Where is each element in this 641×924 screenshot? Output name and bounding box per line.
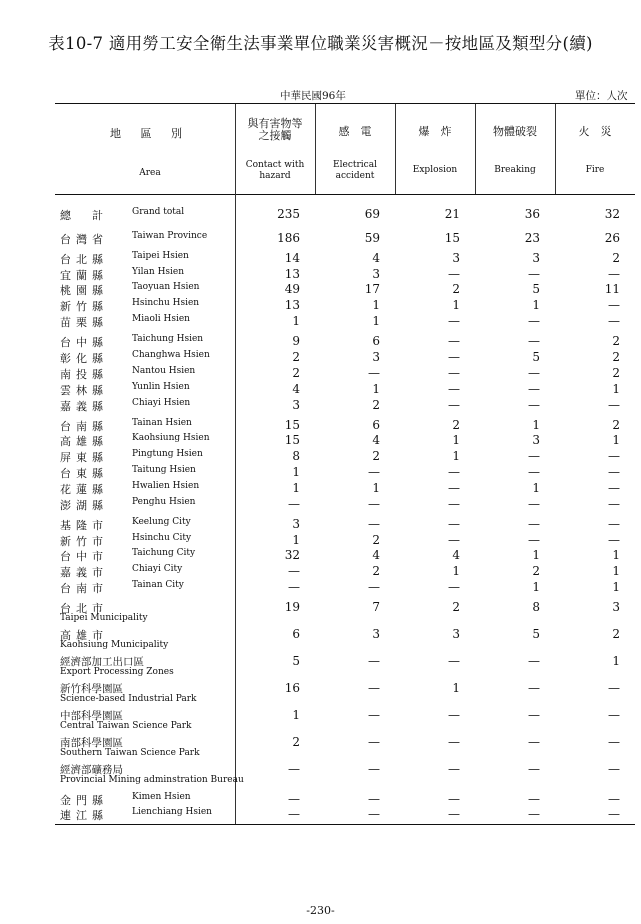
- table-subtitle: 中華民國96年: [280, 90, 346, 102]
- row-label-en: Chiayi City: [132, 564, 183, 574]
- table-row: [55, 481, 635, 497]
- row-label-en: Tainan City: [132, 580, 184, 590]
- cell-value: —: [528, 807, 540, 821]
- cell-value: —: [608, 533, 620, 547]
- page-number: -230-: [306, 904, 335, 917]
- cell-value: —: [528, 708, 540, 722]
- cell-value: —: [368, 807, 380, 821]
- row-label-en: Keelung City: [132, 517, 191, 527]
- cell-value: —: [528, 398, 540, 412]
- cell-value: 1: [372, 382, 380, 396]
- cell-value: —: [448, 654, 460, 668]
- cell-value: —: [448, 580, 460, 594]
- cell-value: —: [528, 465, 540, 479]
- cell-value: 1: [452, 564, 460, 578]
- row-label-zh: 高雄縣: [60, 435, 108, 448]
- row-label-zh: 彰化縣: [60, 352, 108, 365]
- cell-value: 3: [532, 433, 540, 447]
- cell-value: 21: [444, 207, 460, 221]
- row-label-en: Provincial Mining adminstration Bureau: [60, 775, 244, 785]
- row-label-zh: 台南市: [60, 582, 108, 595]
- row-label-zh: 高雄市: [60, 629, 108, 642]
- cell-value: 8: [292, 449, 300, 463]
- table-row: [55, 465, 635, 481]
- cell-value: —: [608, 497, 620, 511]
- cell-value: 2: [452, 282, 460, 296]
- cell-value: 4: [372, 548, 380, 562]
- col-breaking-zh: 物體破裂: [493, 125, 537, 138]
- row-label-en: Kimen Hsien: [132, 792, 191, 802]
- row-label-zh: 台北市: [60, 602, 108, 615]
- cell-value: 4: [372, 251, 380, 265]
- cell-value: —: [608, 298, 620, 312]
- cell-value: 1: [292, 533, 300, 547]
- table-row: [55, 708, 635, 731]
- table-row: [55, 497, 635, 513]
- cell-value: —: [288, 807, 300, 821]
- row-label-en: Southern Taiwan Science Park: [60, 748, 200, 758]
- cell-value: 2: [372, 533, 380, 547]
- table-row: [55, 267, 635, 283]
- cell-value: 5: [532, 627, 540, 641]
- row-label-zh: 經濟部礦務局: [60, 764, 123, 776]
- row-label-en: Pingtung Hsien: [132, 449, 203, 459]
- cell-value: —: [608, 762, 620, 776]
- cell-value: —: [368, 654, 380, 668]
- column-divider: [475, 104, 476, 194]
- row-label-zh: 新竹縣: [60, 300, 108, 313]
- cell-value: 5: [532, 282, 540, 296]
- cell-value: 1: [292, 708, 300, 722]
- row-label-zh: 新竹科學園區: [60, 683, 123, 695]
- page-title: 表10-7 適用勞工安全衛生法事業單位職業災害概況－按地區及類型分(續): [48, 34, 593, 53]
- cell-value: 3: [532, 251, 540, 265]
- cell-value: —: [528, 517, 540, 531]
- row-label-zh: 台中縣: [60, 336, 108, 349]
- cell-value: —: [288, 792, 300, 806]
- cell-value: 3: [452, 627, 460, 641]
- region-header-en: Area: [139, 168, 161, 178]
- cell-value: —: [528, 681, 540, 695]
- cell-value: —: [608, 735, 620, 749]
- cell-value: —: [528, 314, 540, 328]
- row-label-en: Yilan Hsien: [132, 267, 185, 277]
- cell-value: 5: [532, 350, 540, 364]
- cell-value: 1: [452, 433, 460, 447]
- cell-value: 1: [612, 433, 620, 447]
- cell-value: 14: [284, 251, 300, 265]
- cell-value: —: [448, 533, 460, 547]
- col-explosion-en: Explosion: [412, 165, 458, 175]
- cell-value: —: [608, 267, 620, 281]
- cell-value: 1: [372, 298, 380, 312]
- cell-value: 2: [452, 418, 460, 432]
- row-label-en: Taiwan Province: [132, 231, 208, 241]
- row-label-en: Miaoli Hsien: [132, 314, 190, 324]
- cell-value: —: [288, 762, 300, 776]
- row-label-zh: 基隆市: [60, 519, 108, 532]
- cell-value: 3: [452, 251, 460, 265]
- cell-value: 1: [612, 654, 620, 668]
- row-label-en: Changhwa Hsien: [132, 350, 210, 360]
- cell-value: 23: [524, 231, 540, 245]
- row-label-en: Taichung Hsien: [132, 334, 204, 344]
- cell-value: 4: [452, 548, 460, 562]
- col-fire-zh: 火 災: [578, 125, 612, 138]
- col-electrical-en: Electrical accident: [333, 160, 377, 181]
- table-top-rule: [55, 103, 635, 104]
- header-bottom-rule: [55, 194, 635, 195]
- cell-value: —: [448, 267, 460, 281]
- col-electrical-zh: 感 電: [338, 125, 372, 138]
- row-label-en: Taichung City: [132, 548, 196, 558]
- cell-value: —: [608, 792, 620, 806]
- row-label-zh: 雲林縣: [60, 384, 108, 397]
- row-label-en: Taipei Hsien: [132, 251, 189, 261]
- cell-value: —: [368, 792, 380, 806]
- cell-value: 15: [284, 433, 300, 447]
- cell-value: 186: [277, 231, 300, 245]
- row-label-zh: 嘉義市: [60, 566, 108, 579]
- cell-value: —: [608, 708, 620, 722]
- cell-value: 1: [612, 548, 620, 562]
- cell-value: —: [448, 792, 460, 806]
- cell-value: —: [448, 735, 460, 749]
- cell-value: 3: [612, 600, 620, 614]
- cell-value: —: [608, 681, 620, 695]
- table-row: [55, 449, 635, 465]
- row-label-en: Central Taiwan Science Park: [60, 721, 192, 731]
- cell-value: —: [368, 517, 380, 531]
- cell-value: —: [448, 517, 460, 531]
- row-label-en: Taoyuan Hsien: [132, 282, 200, 292]
- cell-value: 11: [604, 282, 620, 296]
- cell-value: 13: [284, 298, 300, 312]
- cell-value: 3: [292, 517, 300, 531]
- cell-value: 3: [372, 627, 380, 641]
- cell-value: 2: [372, 398, 380, 412]
- row-label-zh: 宜蘭縣: [60, 269, 108, 282]
- cell-value: —: [448, 334, 460, 348]
- table-row: [55, 398, 635, 414]
- table-row: [55, 314, 635, 330]
- cell-value: —: [528, 449, 540, 463]
- col-contact-zh: 與有害物等之接觸: [247, 117, 303, 142]
- cell-value: 2: [612, 627, 620, 641]
- table-row: [55, 627, 635, 650]
- row-label-en: Tainan Hsien: [132, 418, 192, 428]
- cell-value: —: [528, 366, 540, 380]
- table-row: [55, 418, 635, 434]
- row-label-zh: 經濟部加工出口區: [60, 656, 144, 668]
- table-bottom-rule: [55, 824, 635, 825]
- cell-value: —: [288, 580, 300, 594]
- cell-value: —: [368, 681, 380, 695]
- region-header-zh: 地 區 別: [110, 127, 190, 140]
- table-row: [55, 681, 635, 704]
- row-label-zh: 總 計: [60, 209, 108, 222]
- cell-value: —: [448, 708, 460, 722]
- cell-value: 3: [372, 267, 380, 281]
- row-label-zh: 桃園縣: [60, 284, 108, 297]
- cell-value: —: [528, 654, 540, 668]
- cell-value: 1: [532, 418, 540, 432]
- row-label-en: Penghu Hsien: [132, 497, 196, 507]
- cell-value: 1: [452, 298, 460, 312]
- cell-value: —: [608, 517, 620, 531]
- row-label-zh: 金門縣: [60, 794, 108, 807]
- cell-value: 15: [284, 418, 300, 432]
- cell-value: 1: [292, 481, 300, 495]
- table-row: [55, 382, 635, 398]
- cell-value: —: [448, 465, 460, 479]
- table-row: [55, 580, 635, 596]
- cell-value: 1: [292, 314, 300, 328]
- cell-value: —: [448, 497, 460, 511]
- table-row: [55, 735, 635, 758]
- cell-value: —: [368, 366, 380, 380]
- cell-value: 2: [612, 334, 620, 348]
- table-row: [55, 366, 635, 382]
- cell-value: 2: [612, 418, 620, 432]
- table-row: [55, 600, 635, 623]
- cell-value: —: [448, 398, 460, 412]
- row-label-zh: 中部科學園區: [60, 710, 123, 722]
- row-label-zh: 台東縣: [60, 467, 108, 480]
- table-row: [55, 207, 635, 223]
- cell-value: 1: [612, 382, 620, 396]
- column-divider: [555, 104, 556, 194]
- table-row: [55, 231, 635, 247]
- cell-value: —: [448, 762, 460, 776]
- cell-value: 1: [532, 548, 540, 562]
- cell-value: 7: [372, 600, 380, 614]
- col-explosion-zh: 爆 炸: [418, 125, 452, 138]
- cell-value: 2: [372, 449, 380, 463]
- cell-value: —: [448, 382, 460, 396]
- row-label-en: Hsinchu City: [132, 533, 192, 543]
- row-label-en: Nantou Hsien: [132, 366, 196, 376]
- row-label-en: Chiayi Hsien: [132, 398, 191, 408]
- cell-value: —: [608, 465, 620, 479]
- cell-value: —: [448, 481, 460, 495]
- row-label-zh: 台中市: [60, 550, 108, 563]
- cell-value: 15: [444, 231, 460, 245]
- cell-value: 2: [292, 350, 300, 364]
- cell-value: 36: [524, 207, 540, 221]
- row-label-en: Taipei Municipality: [60, 613, 148, 623]
- table-row: [55, 792, 635, 808]
- cell-value: 4: [292, 382, 300, 396]
- col-fire-en: Fire: [585, 165, 605, 175]
- cell-value: 8: [532, 600, 540, 614]
- cell-value: —: [608, 481, 620, 495]
- cell-value: —: [368, 708, 380, 722]
- row-label-zh: 南投縣: [60, 368, 108, 381]
- column-divider: [315, 104, 316, 194]
- cell-value: —: [608, 314, 620, 328]
- row-label-en: Export Processing Zones: [60, 667, 174, 677]
- cell-value: 32: [604, 207, 620, 221]
- table-row: [55, 548, 635, 564]
- table-row: [55, 517, 635, 533]
- cell-value: 2: [612, 366, 620, 380]
- column-divider: [395, 104, 396, 194]
- cell-value: —: [448, 350, 460, 364]
- cell-value: 1: [532, 481, 540, 495]
- row-label-en: Lienchiang Hsien: [132, 807, 212, 817]
- cell-value: 13: [284, 267, 300, 281]
- table-row: [55, 807, 635, 823]
- unit-label: 單位：人次: [575, 90, 628, 102]
- row-label-zh: 苗栗縣: [60, 316, 108, 329]
- table-row: [55, 282, 635, 298]
- cell-value: —: [528, 497, 540, 511]
- cell-value: 2: [292, 366, 300, 380]
- cell-value: 6: [292, 627, 300, 641]
- cell-value: 3: [292, 398, 300, 412]
- table-row: [55, 654, 635, 677]
- row-label-en: Hsinchu Hsien: [132, 298, 200, 308]
- cell-value: —: [528, 735, 540, 749]
- cell-value: 19: [284, 600, 300, 614]
- cell-value: —: [608, 398, 620, 412]
- cell-value: 16: [284, 681, 300, 695]
- table-row: [55, 564, 635, 580]
- cell-value: 5: [292, 654, 300, 668]
- cell-value: 17: [364, 282, 380, 296]
- row-label-zh: 連江縣: [60, 809, 108, 822]
- row-label-en: Yunlin Hsien: [132, 382, 190, 392]
- row-label-zh: 台北縣: [60, 253, 108, 266]
- cell-value: —: [528, 382, 540, 396]
- row-label-en: Kaohsiung Municipality: [60, 640, 169, 650]
- table-row: [55, 533, 635, 549]
- cell-value: —: [288, 497, 300, 511]
- table-row: [55, 251, 635, 267]
- cell-value: 235: [277, 207, 300, 221]
- cell-value: 1: [532, 298, 540, 312]
- cell-value: 1: [532, 580, 540, 594]
- row-label-zh: 台灣省: [60, 233, 108, 246]
- cell-value: 2: [372, 564, 380, 578]
- row-label-en: Kaohsiung Hsien: [132, 433, 210, 443]
- cell-value: —: [448, 807, 460, 821]
- row-label-zh: 澎湖縣: [60, 499, 108, 512]
- cell-value: —: [368, 580, 380, 594]
- cell-value: —: [368, 465, 380, 479]
- cell-value: 2: [532, 564, 540, 578]
- cell-value: —: [368, 762, 380, 776]
- table-row: [55, 762, 635, 785]
- cell-value: 2: [612, 350, 620, 364]
- cell-value: —: [368, 735, 380, 749]
- table-row: [55, 334, 635, 350]
- cell-value: —: [528, 334, 540, 348]
- cell-value: —: [528, 792, 540, 806]
- cell-value: 1: [452, 449, 460, 463]
- row-label-en: Taitung Hsien: [132, 465, 196, 475]
- cell-value: —: [448, 366, 460, 380]
- row-label-zh: 嘉義縣: [60, 400, 108, 413]
- cell-value: 26: [604, 231, 620, 245]
- row-label-zh: 屏東縣: [60, 451, 108, 464]
- cell-value: 1: [612, 580, 620, 594]
- cell-value: 49: [284, 282, 300, 296]
- cell-value: 2: [292, 735, 300, 749]
- cell-value: 2: [612, 251, 620, 265]
- row-label-en: Science-based Industrial Park: [60, 694, 197, 704]
- cell-value: —: [608, 807, 620, 821]
- col-breaking-en: Breaking: [494, 165, 536, 175]
- cell-value: 1: [612, 564, 620, 578]
- cell-value: —: [608, 449, 620, 463]
- cell-value: 6: [372, 334, 380, 348]
- table-row: [55, 350, 635, 366]
- cell-value: 1: [452, 681, 460, 695]
- table-row: [55, 298, 635, 314]
- table-row: [55, 433, 635, 449]
- cell-value: —: [368, 497, 380, 511]
- cell-value: 1: [372, 314, 380, 328]
- cell-value: —: [528, 533, 540, 547]
- row-label-zh: 花蓮縣: [60, 483, 108, 496]
- row-label-zh: 南部科學園區: [60, 737, 123, 749]
- cell-value: 6: [372, 418, 380, 432]
- cell-value: 4: [372, 433, 380, 447]
- cell-value: —: [528, 267, 540, 281]
- row-label-en: Hwalien Hsien: [132, 481, 200, 491]
- cell-value: 3: [372, 350, 380, 364]
- cell-value: 9: [292, 334, 300, 348]
- row-label-zh: 新竹市: [60, 535, 108, 548]
- cell-value: 1: [292, 465, 300, 479]
- cell-value: 69: [364, 207, 380, 221]
- col-contact-en: Contact with hazard: [245, 160, 305, 181]
- cell-value: —: [448, 314, 460, 328]
- cell-value: 32: [284, 548, 300, 562]
- cell-value: —: [288, 564, 300, 578]
- cell-value: 59: [364, 231, 380, 245]
- cell-value: 1: [372, 481, 380, 495]
- cell-value: 2: [452, 600, 460, 614]
- cell-value: —: [528, 762, 540, 776]
- row-label-zh: 台南縣: [60, 420, 108, 433]
- row-label-en: Grand total: [132, 207, 185, 217]
